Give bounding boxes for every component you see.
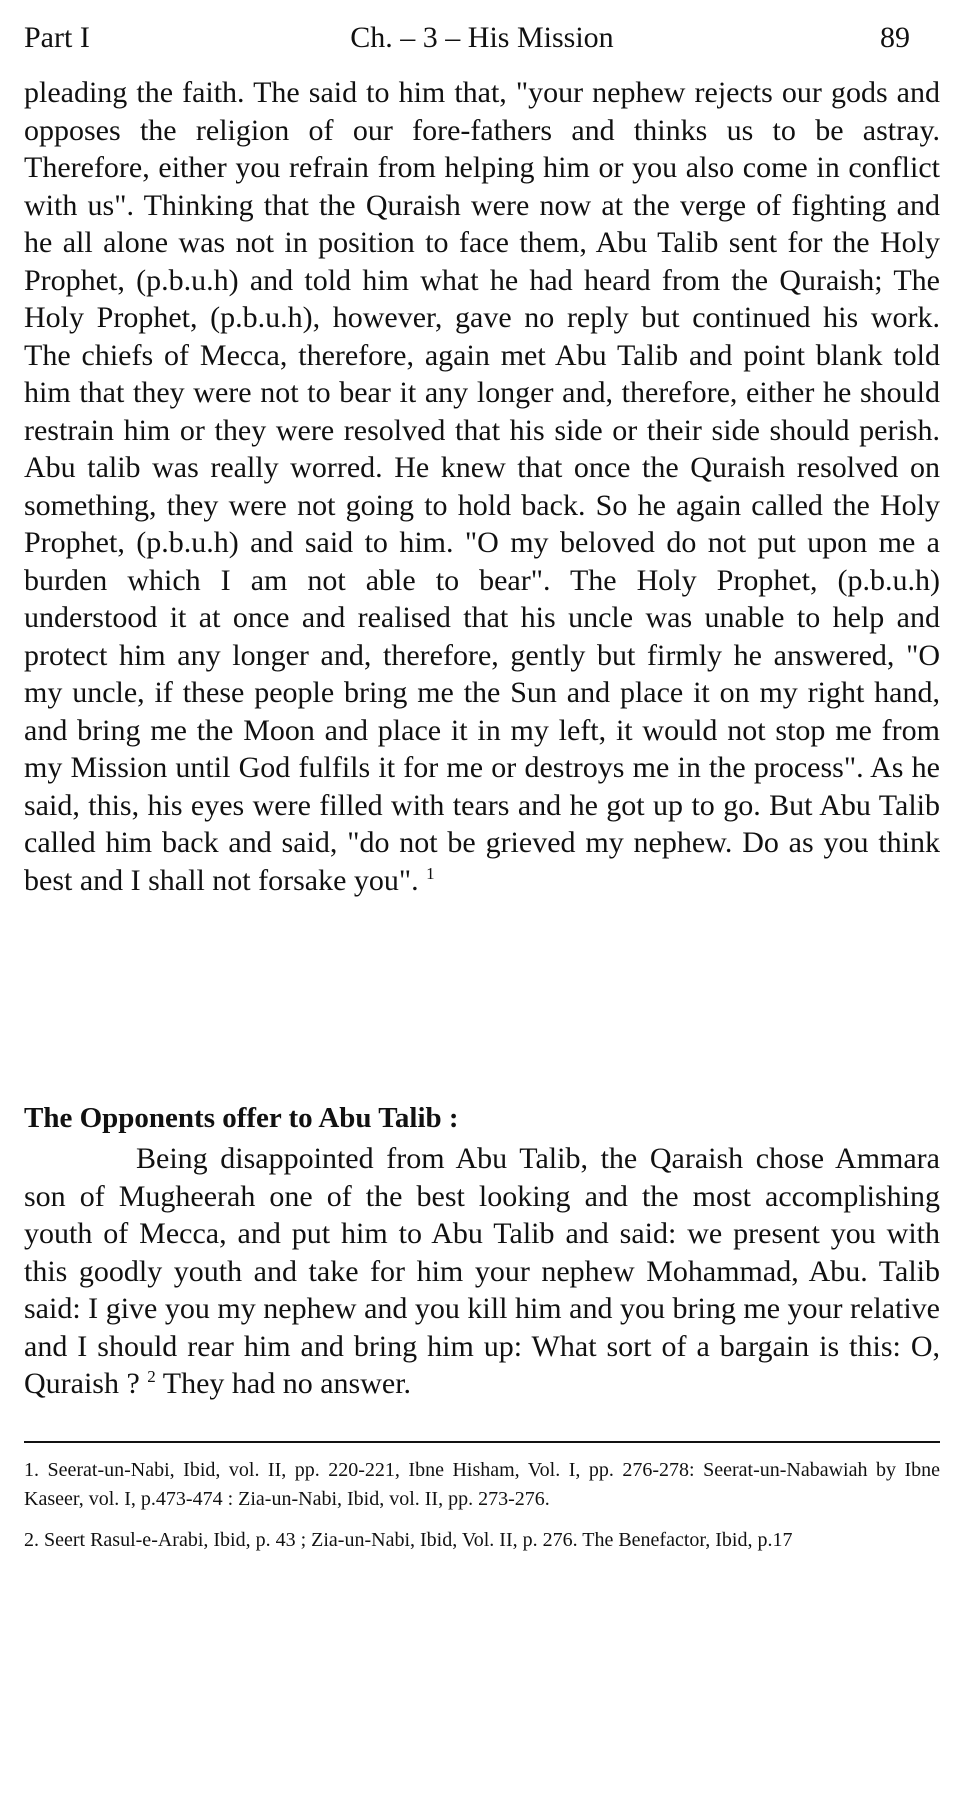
section-paragraph-tail: They had no answer. (162, 1367, 412, 1400)
footnote-divider (24, 1441, 940, 1443)
body-paragraph-text: pleading the faith. The said to him that, "your nephew rejects our gods and opposes the religion of our fore-fathers and thinks us to be astray. Therefore, either you refrain from helping him or you also come in conflict with us". Thinking that the Quraish were now at the verge of fighting and he all alone was not in position to face them, Abu Talib sent for the Holy Prophet, (p.b.u.h) and told him what he had heard from the Quraish; The Holy Prophet, (p.b.u.h), however, gave no reply but continued his work. The chiefs of Mecca, therefore, again met Abu Talib and point blank told him that they were not to bear it any longer and, therefore, either he should restrain him or they were resolved that his side or their side should perish. Abu talib was really worred. He knew that once the Quraish resolved on something, they were not going to hold back. So he again called the Holy Prophet, (p.b.u.h) and said to him. "O my beloved do not put upon me a burden which I am not able to bear". The Holy Prophet, (p.b.u.h) understood it at once and realised that his uncle was unable to help and protect him any longer and, therefore, gently but firmly he answered, "O my uncle, if these people bring me the Sun and place it on my right hand, and bring me the Moon and place it in my left, it would not stop me from my Mission until God fulfils it for me or destroys me in the process". As he said, this, his eyes were filled with tears and he got up to go. But Abu Talib called him back and said, "do not be grieved my nephew. Do as you think best and I shall not forsake you". (24, 76, 940, 897)
page-number: 89 (880, 21, 910, 54)
footnote-1: 1. Seerat-un-Nabi, Ibid, vol. II, pp. 220-221, Ibne Hisham, Vol. I, pp. 276-278: Seerat-un-Nabawiah by Ibne Kaseer, vol. I, p.473-474 : Zia-un-Nabi, Ibid, vol. II, pp. 273-276. (24, 1459, 940, 1510)
chapter-title: Ch. – 3 – His Mission (350, 21, 614, 54)
section-paragraph (24, 1140, 940, 1403)
running-header (24, 18, 940, 58)
footnote-ref-1: 1 (426, 863, 435, 883)
section-heading: The Opponents offer to Abu Talib : (24, 1102, 459, 1134)
part-label: Part I (24, 21, 90, 54)
section-paragraph-main: Being disappointed from Abu Talib, the Qaraish chose Ammara son of Mugheerah one of the best looking and the most accomplishing youth of Mecca, and put him to Abu Talib and said: we present you with this goodly youth and take for him your nephew Mohammad, Abu. Talib said: I give you my nephew and you kill him and you bring me your relative and I should rear him and bring him up: What sort of a bargain is this: O, Quraish ? (24, 1142, 940, 1400)
main-text (24, 74, 940, 899)
footnote-ref-2: 2 (147, 1367, 156, 1386)
footnotes (24, 1456, 940, 1567)
body-paragraph (24, 74, 940, 899)
section-text (24, 1140, 940, 1403)
footnote-2: 2. Seert Rasul-e-Arabi, Ibid, p. 43 ; Zia-un-Nabi, Ibid, Vol. II, p. 276. The Benefactor, Ibid, p.17 (24, 1529, 793, 1551)
